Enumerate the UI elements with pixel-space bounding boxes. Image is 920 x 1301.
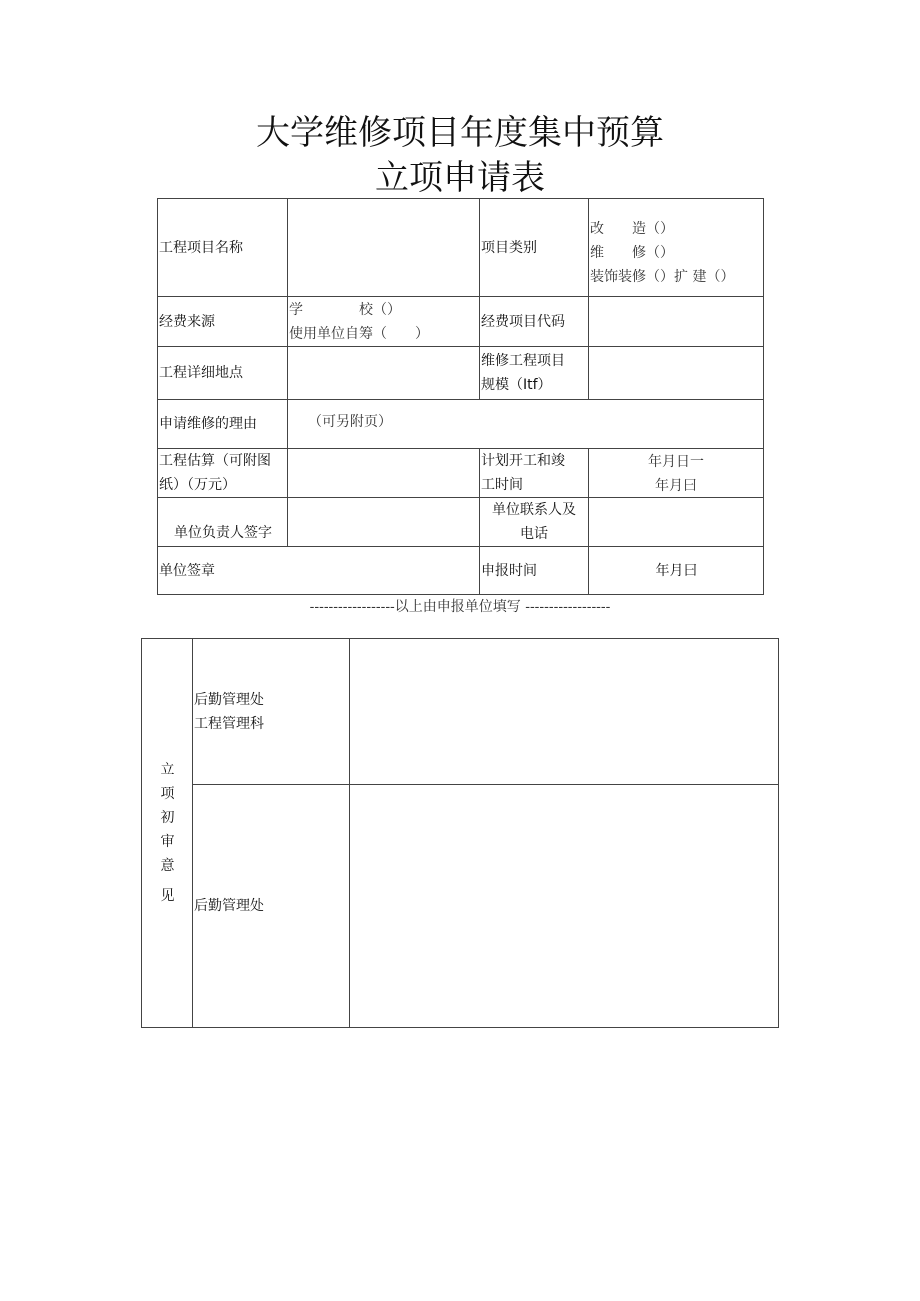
funding-code-field[interactable]	[588, 296, 764, 347]
funding-option[interactable]: 使用单位自筹（ ）	[289, 325, 429, 342]
end-date: 年月曰	[655, 478, 697, 494]
divider-note: ------------------以上由申报单位填写 ------------------	[309, 599, 611, 615]
start-date: 年月日一	[648, 454, 704, 470]
contact-label: 单位联系人及电话	[479, 497, 589, 547]
side-char: 审	[160, 834, 175, 850]
dept-name: 后勤管理处	[194, 898, 264, 914]
review-opinion-field[interactable]	[349, 638, 779, 785]
side-char: 意	[160, 858, 175, 874]
review-dept-label	[192, 638, 350, 785]
dept-name: 工程管理科	[194, 715, 264, 732]
estimate-field[interactable]	[287, 448, 480, 498]
project-type-options[interactable]	[588, 198, 764, 297]
project-type-label: 项目类别	[479, 198, 589, 297]
leader-sign-field[interactable]	[287, 497, 480, 547]
side-char: 初	[160, 810, 175, 826]
document-title-line2: 立项申请表	[375, 158, 545, 198]
reason-hint: （可另附页）	[308, 414, 392, 430]
project-type-option[interactable]: 装饰装修（）扩 建（）	[590, 269, 735, 285]
side-char: 见	[160, 888, 175, 904]
leader-sign-label: 单位负责人签字	[157, 497, 288, 547]
side-char: 项	[160, 786, 175, 802]
project-type-option[interactable]: 改 造（）	[590, 221, 674, 237]
funding-source-label: 经费来源	[157, 296, 288, 347]
schedule-field[interactable]	[588, 448, 764, 498]
review-opinion-field[interactable]	[349, 784, 779, 1028]
scale-label: 维修工程项目规模（Itf）	[479, 346, 589, 400]
scale-field[interactable]	[588, 346, 764, 400]
report-time-label: 申报时间	[479, 546, 589, 595]
document-title-line1: 大学维修项目年度集中预算	[256, 113, 664, 153]
project-name-label: 工程项目名称	[157, 198, 288, 297]
review-dept-label	[192, 784, 350, 1028]
project-name-field[interactable]	[287, 198, 480, 297]
estimate-label: 工程估算（可附图纸）（万元）	[157, 448, 288, 498]
location-label: 工程详细地点	[157, 346, 288, 400]
project-type-option[interactable]: 维 修（）	[590, 245, 674, 261]
review-side-label	[141, 638, 193, 1028]
dept-name: 后勤管理处	[194, 691, 264, 708]
location-field[interactable]	[287, 346, 480, 400]
funding-source-options[interactable]	[287, 296, 480, 347]
funding-code-label: 经费项目代码	[479, 296, 589, 347]
reason-label: 申请维修的理由	[157, 399, 288, 449]
unit-seal-label: 单位签章	[157, 546, 480, 595]
report-time-value: 年月曰	[588, 546, 764, 595]
reason-field[interactable]	[287, 399, 764, 449]
funding-option[interactable]: 学 校（）	[289, 301, 401, 318]
side-char: 立	[160, 762, 175, 778]
contact-field[interactable]	[588, 497, 764, 547]
schedule-label: 计划开工和竣工时间	[479, 448, 589, 498]
